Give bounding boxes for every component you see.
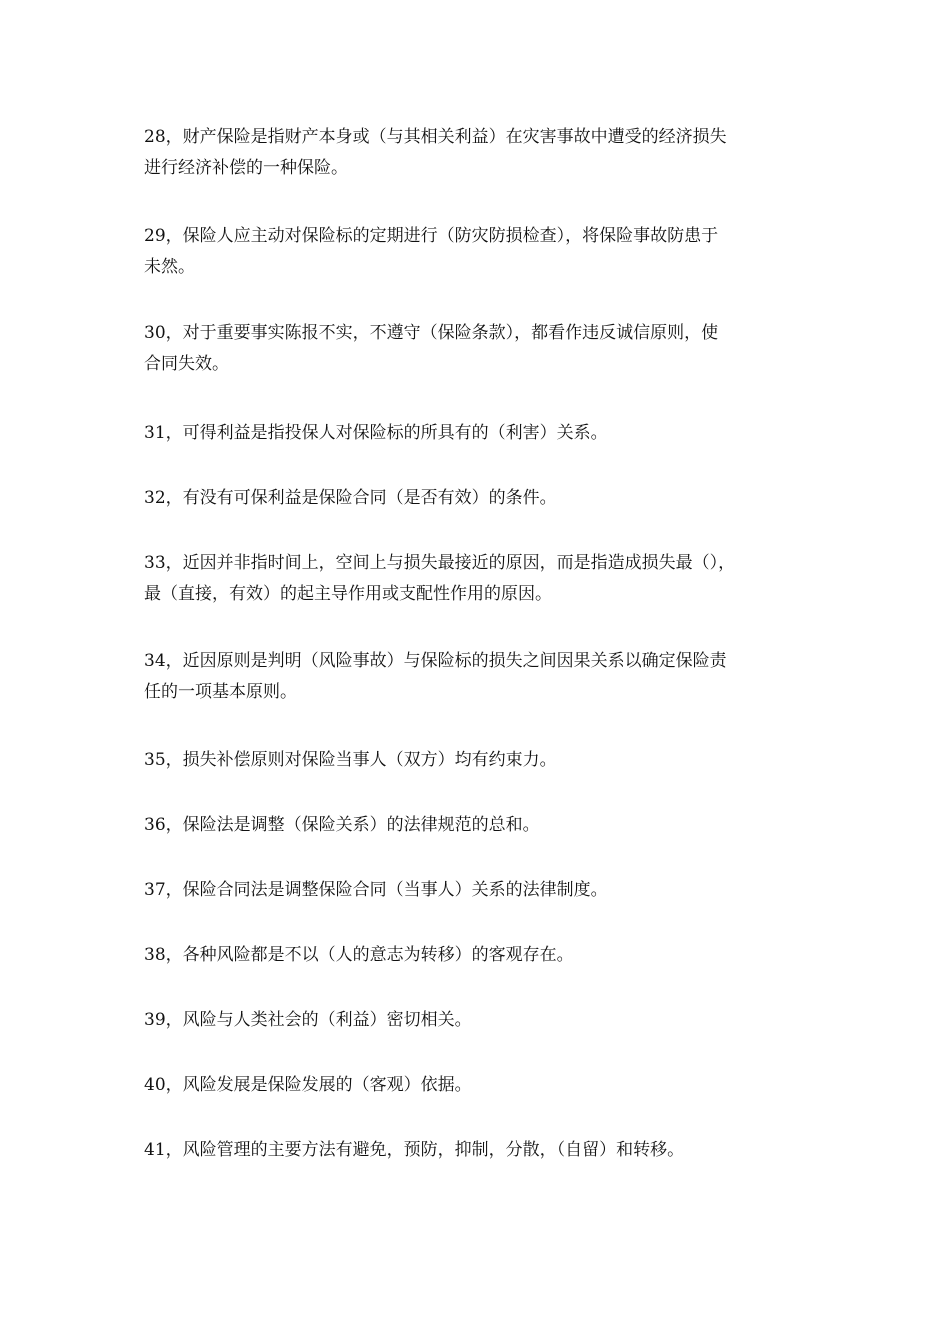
question-line: 36，保险法是调整（保险关系）的法律规范的总和。 <box>144 815 540 835</box>
question-line: 合同失效。 <box>144 354 229 374</box>
question-line: 40，风险发展是保险发展的（客观）依据。 <box>144 1075 472 1095</box>
question-line: 最（直接，有效）的起主导作用或支配性作用的原因。 <box>144 584 552 604</box>
question-line: 41，风险管理的主要方法有避免，预防，抑制，分散，（自留）和转移。 <box>144 1140 685 1160</box>
question-line: 37，保险合同法是调整保险合同（当事人）关系的法律制度。 <box>144 880 608 900</box>
question-line: 31，可得利益是指投保人对保险标的所具有的（利害）关系。 <box>144 423 608 443</box>
question-35 <box>144 745 824 776</box>
question-34 <box>144 646 824 708</box>
question-line: 33，近因并非指时间上，空间上与损失最接近的原因，而是指造成损失最（）， <box>144 553 736 573</box>
question-line: 38，各种风险都是不以（人的意志为转移）的客观存在。 <box>144 945 574 965</box>
question-38 <box>144 940 824 971</box>
question-39 <box>144 1005 824 1036</box>
question-line: 29，保险人应主动对保险标的定期进行（防灾防损检查），将保险事故防患于 <box>144 226 719 246</box>
question-40 <box>144 1070 824 1101</box>
question-28 <box>144 122 824 184</box>
question-37 <box>144 875 824 906</box>
question-line: 32，有没有可保利益是保险合同（是否有效）的条件。 <box>144 488 557 508</box>
question-41 <box>144 1135 824 1166</box>
question-31 <box>144 418 824 449</box>
question-line: 28，财产保险是指财产本身或（与其相关利益）在灾害事故中遭受的经济损失 <box>144 127 727 147</box>
question-line: 任的一项基本原则。 <box>144 682 297 702</box>
question-29 <box>144 221 824 283</box>
question-33 <box>144 548 824 610</box>
question-line: 进行经济补偿的一种保险。 <box>144 158 348 178</box>
question-line: 39，风险与人类社会的（利益）密切相关。 <box>144 1010 472 1030</box>
question-line: 未然。 <box>144 257 195 277</box>
question-line: 35，损失补偿原则对保险当事人（双方）均有约束力。 <box>144 750 557 770</box>
question-32 <box>144 483 824 514</box>
question-36 <box>144 810 824 841</box>
question-line: 34，近因原则是判明（风险事故）与保险标的损失之间因果关系以确定保险责 <box>144 651 727 671</box>
question-30 <box>144 318 824 380</box>
question-line: 30，对于重要事实陈报不实，不遵守（保险条款），都看作违反诚信原则，使 <box>144 323 719 343</box>
